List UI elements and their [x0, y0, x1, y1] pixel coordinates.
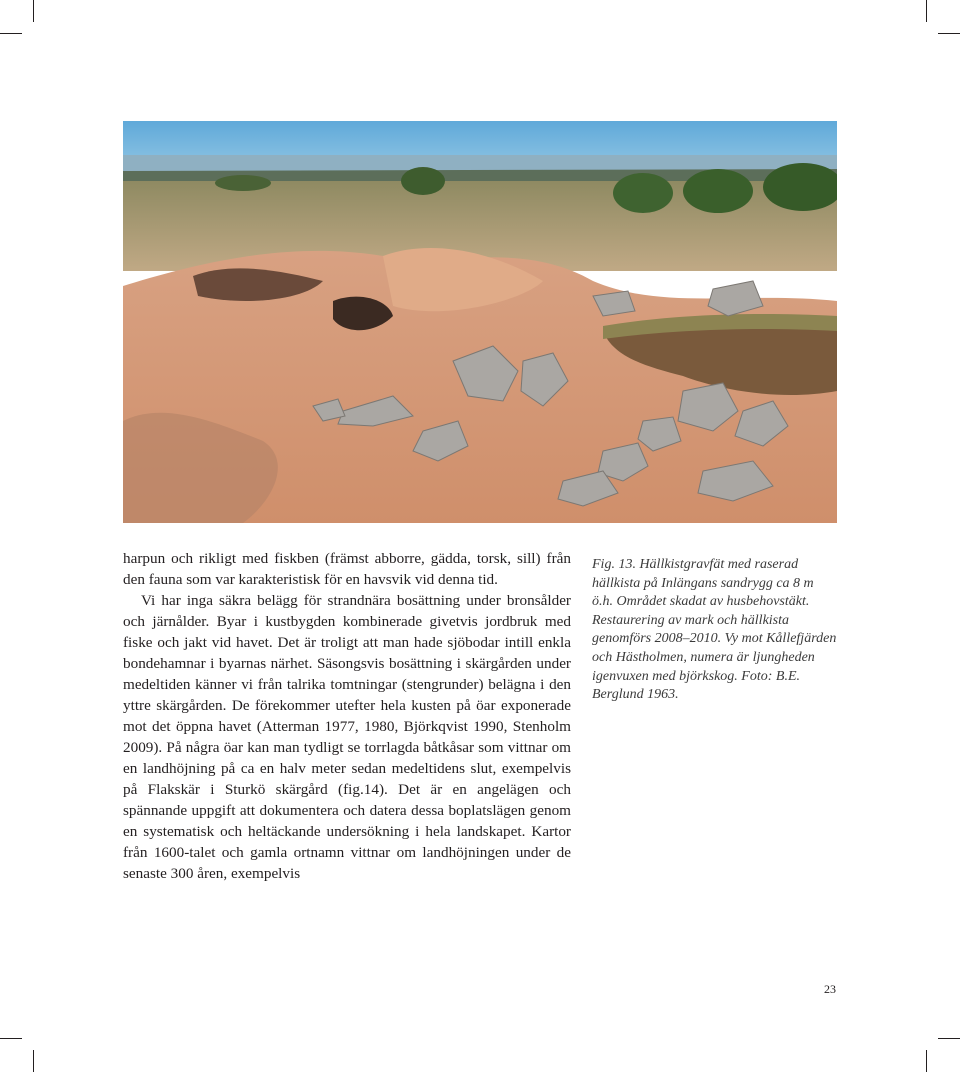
crop-mark-top-left — [33, 0, 34, 22]
excavation-photo — [123, 121, 837, 523]
crop-mark-bottom-left — [33, 1050, 34, 1072]
crop-mark-bottom-right-h — [938, 1038, 960, 1039]
crop-mark-bottom-left-h — [0, 1038, 22, 1039]
body-paragraph: Vi har inga säkra belägg för strandnära bosättning under bronsålder och järnålder. Byar i kustbygden kombinerade givetvis jordbruk med fiske och jakt vid havet. Det är troligt att man hade sjöbodar intill enkla bondehamnar i byarnas närhet. Säsongsvis bosättning i skärgården under medeltiden känner vi från talrika tomtningar (stengrunder) belägna i den yttre skärgården. De förekommer utefter hela kusten på öar exponerade mot det öppna havet (Atterman 1977, 1980, Björkqvist 1990, Stenholm 2009). På några öar kan man tydligt se torrlagda båtkåsar som vittnar om en landhöjning på ca en halv meter sedan medeltidens slut, exempelvis på Flakskär i Sturkö skärgård (fig.14). Det är en angelägen och spännande uppgift att dokumentera och datera dessa boplatslägen genom en systematisk och heltäckande undersökning i hela landskapet. Kartor från 1600-talet och gamla ortnamn vittnar om landhöjningen under de senaste 300 åren, exempelvis — [123, 592, 571, 882]
crop-mark-bottom-right — [926, 1050, 927, 1072]
body-paragraph: harpun och rikligt med fiskben (främst abborre, gädda, torsk, sill) från den fauna som var karakteristisk för en havsvik vid denna tid. — [123, 550, 571, 588]
crop-mark-top-left-h — [0, 33, 22, 34]
crop-mark-top-right-h — [938, 33, 960, 34]
crop-mark-top-right — [926, 0, 927, 22]
body-text-column — [123, 548, 571, 884]
page-number: 23 — [824, 982, 836, 996]
figure-caption: Fig. 13. Hällkistgravfät med raserad hällkista på Inlängans sandrygg ca 8 m ö.h. Området skadat av husbehovstäkt. Restaurering av mark och hällkista genomförs 2008–2010. Vy mot Kållefjärden och Hästholmen, numera är ljungheden igenvuxen med björkskog. Foto: B.E. Berglund 1963. — [592, 557, 837, 703]
